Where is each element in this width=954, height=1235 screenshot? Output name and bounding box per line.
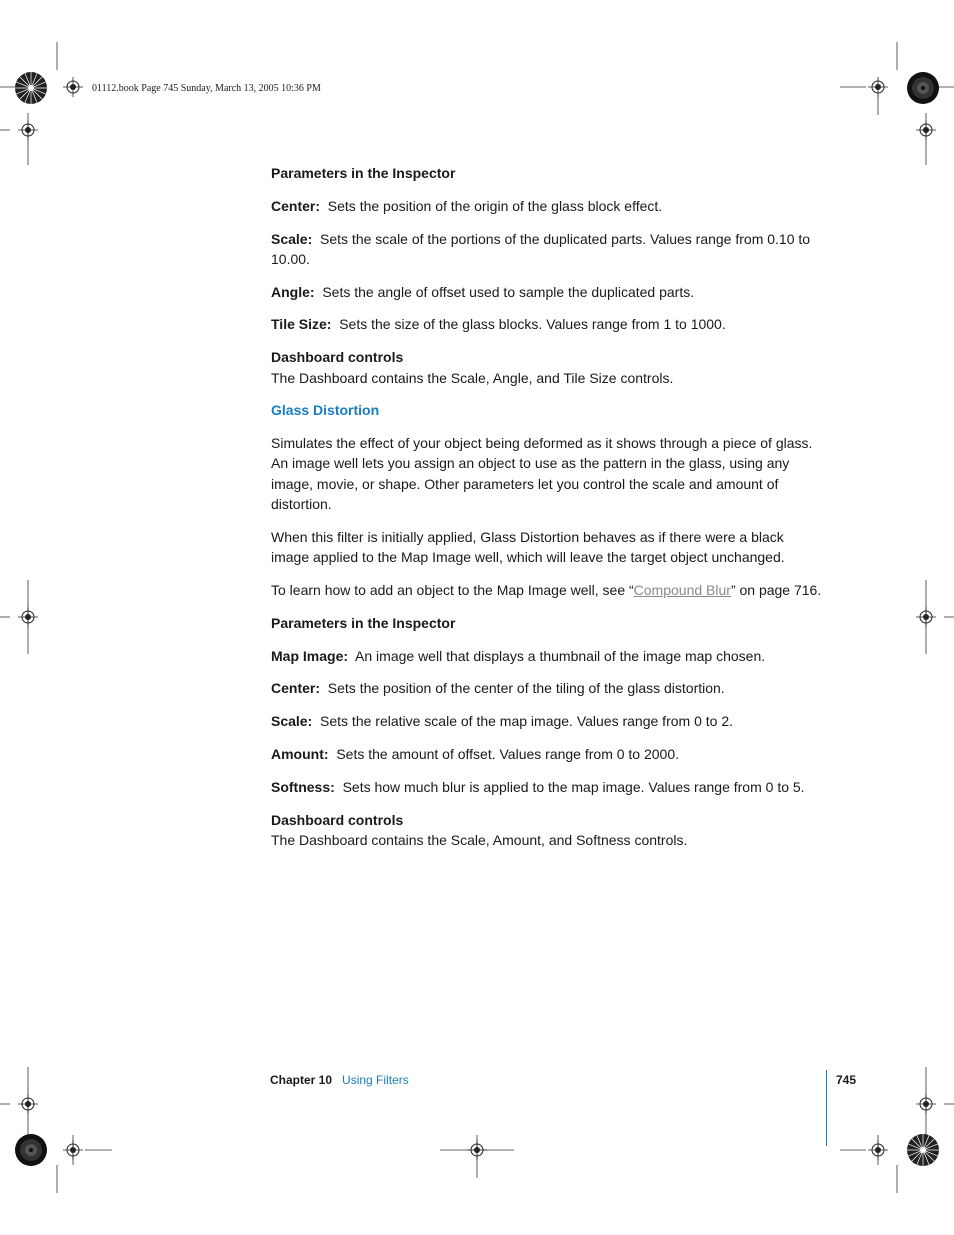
- learn-more-paragraph: [271, 580, 823, 600]
- starburst-target-icon: [14, 71, 48, 105]
- page-number: 745: [836, 1073, 857, 1087]
- param-softness: [271, 777, 823, 797]
- registration-mark-icon: [916, 1094, 936, 1114]
- param-center: [271, 196, 823, 216]
- inspector-heading: Parameters in the Inspector: [271, 614, 456, 631]
- registration-mark-icon: [63, 1140, 83, 1160]
- param-term: Tile Size:: [271, 316, 332, 333]
- dashboard-heading: Dashboard controls: [271, 811, 404, 828]
- param-term: Amount:: [271, 745, 329, 762]
- learn-suffix: ” on page 716.: [730, 581, 822, 598]
- registration-mark-icon: [18, 607, 38, 627]
- param-term: Softness:: [271, 778, 335, 795]
- print-slug: 01112.book Page 745 Sunday, March 13, 2005 10:36 PM: [92, 83, 321, 94]
- param-desc: Sets the angle of offset used to sample the duplicated parts.: [322, 283, 695, 300]
- section-title-glass-distortion: Glass Distortion: [271, 402, 380, 419]
- param-desc: Sets the scale of the portions of the duplicated parts. Values range from 0.10 to 10.00.: [271, 230, 811, 267]
- color-bar-target-icon: [14, 1133, 48, 1167]
- dashboard-heading: Dashboard controls: [271, 349, 404, 366]
- registration-mark-icon: [63, 77, 83, 97]
- intro-paragraph: Simulates the effect of your object being deformed as it shows through a piece of glass. An image well lets you assign an object to use as the pattern in the glass, using any image, movie, or shape. Other parameters let you control the scale and amount of distortion.: [271, 435, 813, 513]
- param-term: Center:: [271, 680, 321, 697]
- param-desc: Sets the size of the glass blocks. Values range from 1 to 1000.: [339, 316, 726, 333]
- dashboard-text: The Dashboard contains the Scale, Angle, and Tile Size controls.: [271, 369, 674, 386]
- param-amount: [271, 744, 823, 764]
- param-scale: [271, 229, 823, 270]
- param-term: Map Image:: [271, 647, 349, 664]
- dashboard-text: The Dashboard contains the Scale, Amount, and Softness controls.: [271, 831, 688, 848]
- param-term: Center:: [271, 197, 321, 214]
- starburst-target-icon: [906, 1133, 940, 1167]
- initial-apply-paragraph: When this filter is initially applied, Glass Distortion behaves as if there were a black image applied to the Map Image well, which will leave the target object unchanged.: [271, 528, 785, 566]
- page-content: [271, 163, 823, 863]
- param-angle: [271, 282, 823, 302]
- param-desc: Sets how much blur is applied to the map image. Values range from 0 to 5.: [342, 778, 805, 795]
- inspector-heading: Parameters in the Inspector: [271, 165, 456, 181]
- param-map-image: [271, 646, 823, 666]
- registration-mark-icon: [868, 1140, 888, 1160]
- param-tile-size: [271, 314, 823, 334]
- param-desc: Sets the relative scale of the map image. Values range from 0 to 2.: [320, 713, 733, 730]
- param-scale: [271, 711, 823, 731]
- param-desc: Sets the amount of offset. Values range from 0 to 2000.: [336, 745, 680, 762]
- param-center: [271, 678, 823, 698]
- page-number-rule: [826, 1070, 827, 1146]
- footer-chapter: [270, 1073, 409, 1087]
- param-term: Scale:: [271, 713, 313, 730]
- param-desc: An image well that displays a thumbnail of the image map chosen.: [355, 647, 766, 664]
- chapter-label: Chapter 10: [270, 1073, 333, 1087]
- learn-prefix: To learn how to add an object to the Map Image well, see “: [271, 581, 634, 598]
- registration-mark-icon: [18, 1094, 38, 1114]
- param-term: Angle:: [271, 283, 315, 300]
- param-term: Scale:: [271, 230, 313, 247]
- param-desc: Sets the position of the origin of the glass block effect.: [327, 197, 663, 214]
- color-bar-target-icon: [906, 71, 940, 105]
- param-desc: Sets the position of the center of the tiling of the glass distortion.: [327, 680, 725, 697]
- registration-mark-icon: [868, 77, 888, 97]
- chapter-title-link[interactable]: Using Filters: [342, 1073, 409, 1087]
- registration-mark-icon: [916, 607, 936, 627]
- registration-mark-icon: [467, 1140, 487, 1160]
- compound-blur-link[interactable]: Compound Blur: [633, 581, 731, 598]
- registration-mark-icon: [18, 120, 38, 140]
- registration-mark-icon: [916, 120, 936, 140]
